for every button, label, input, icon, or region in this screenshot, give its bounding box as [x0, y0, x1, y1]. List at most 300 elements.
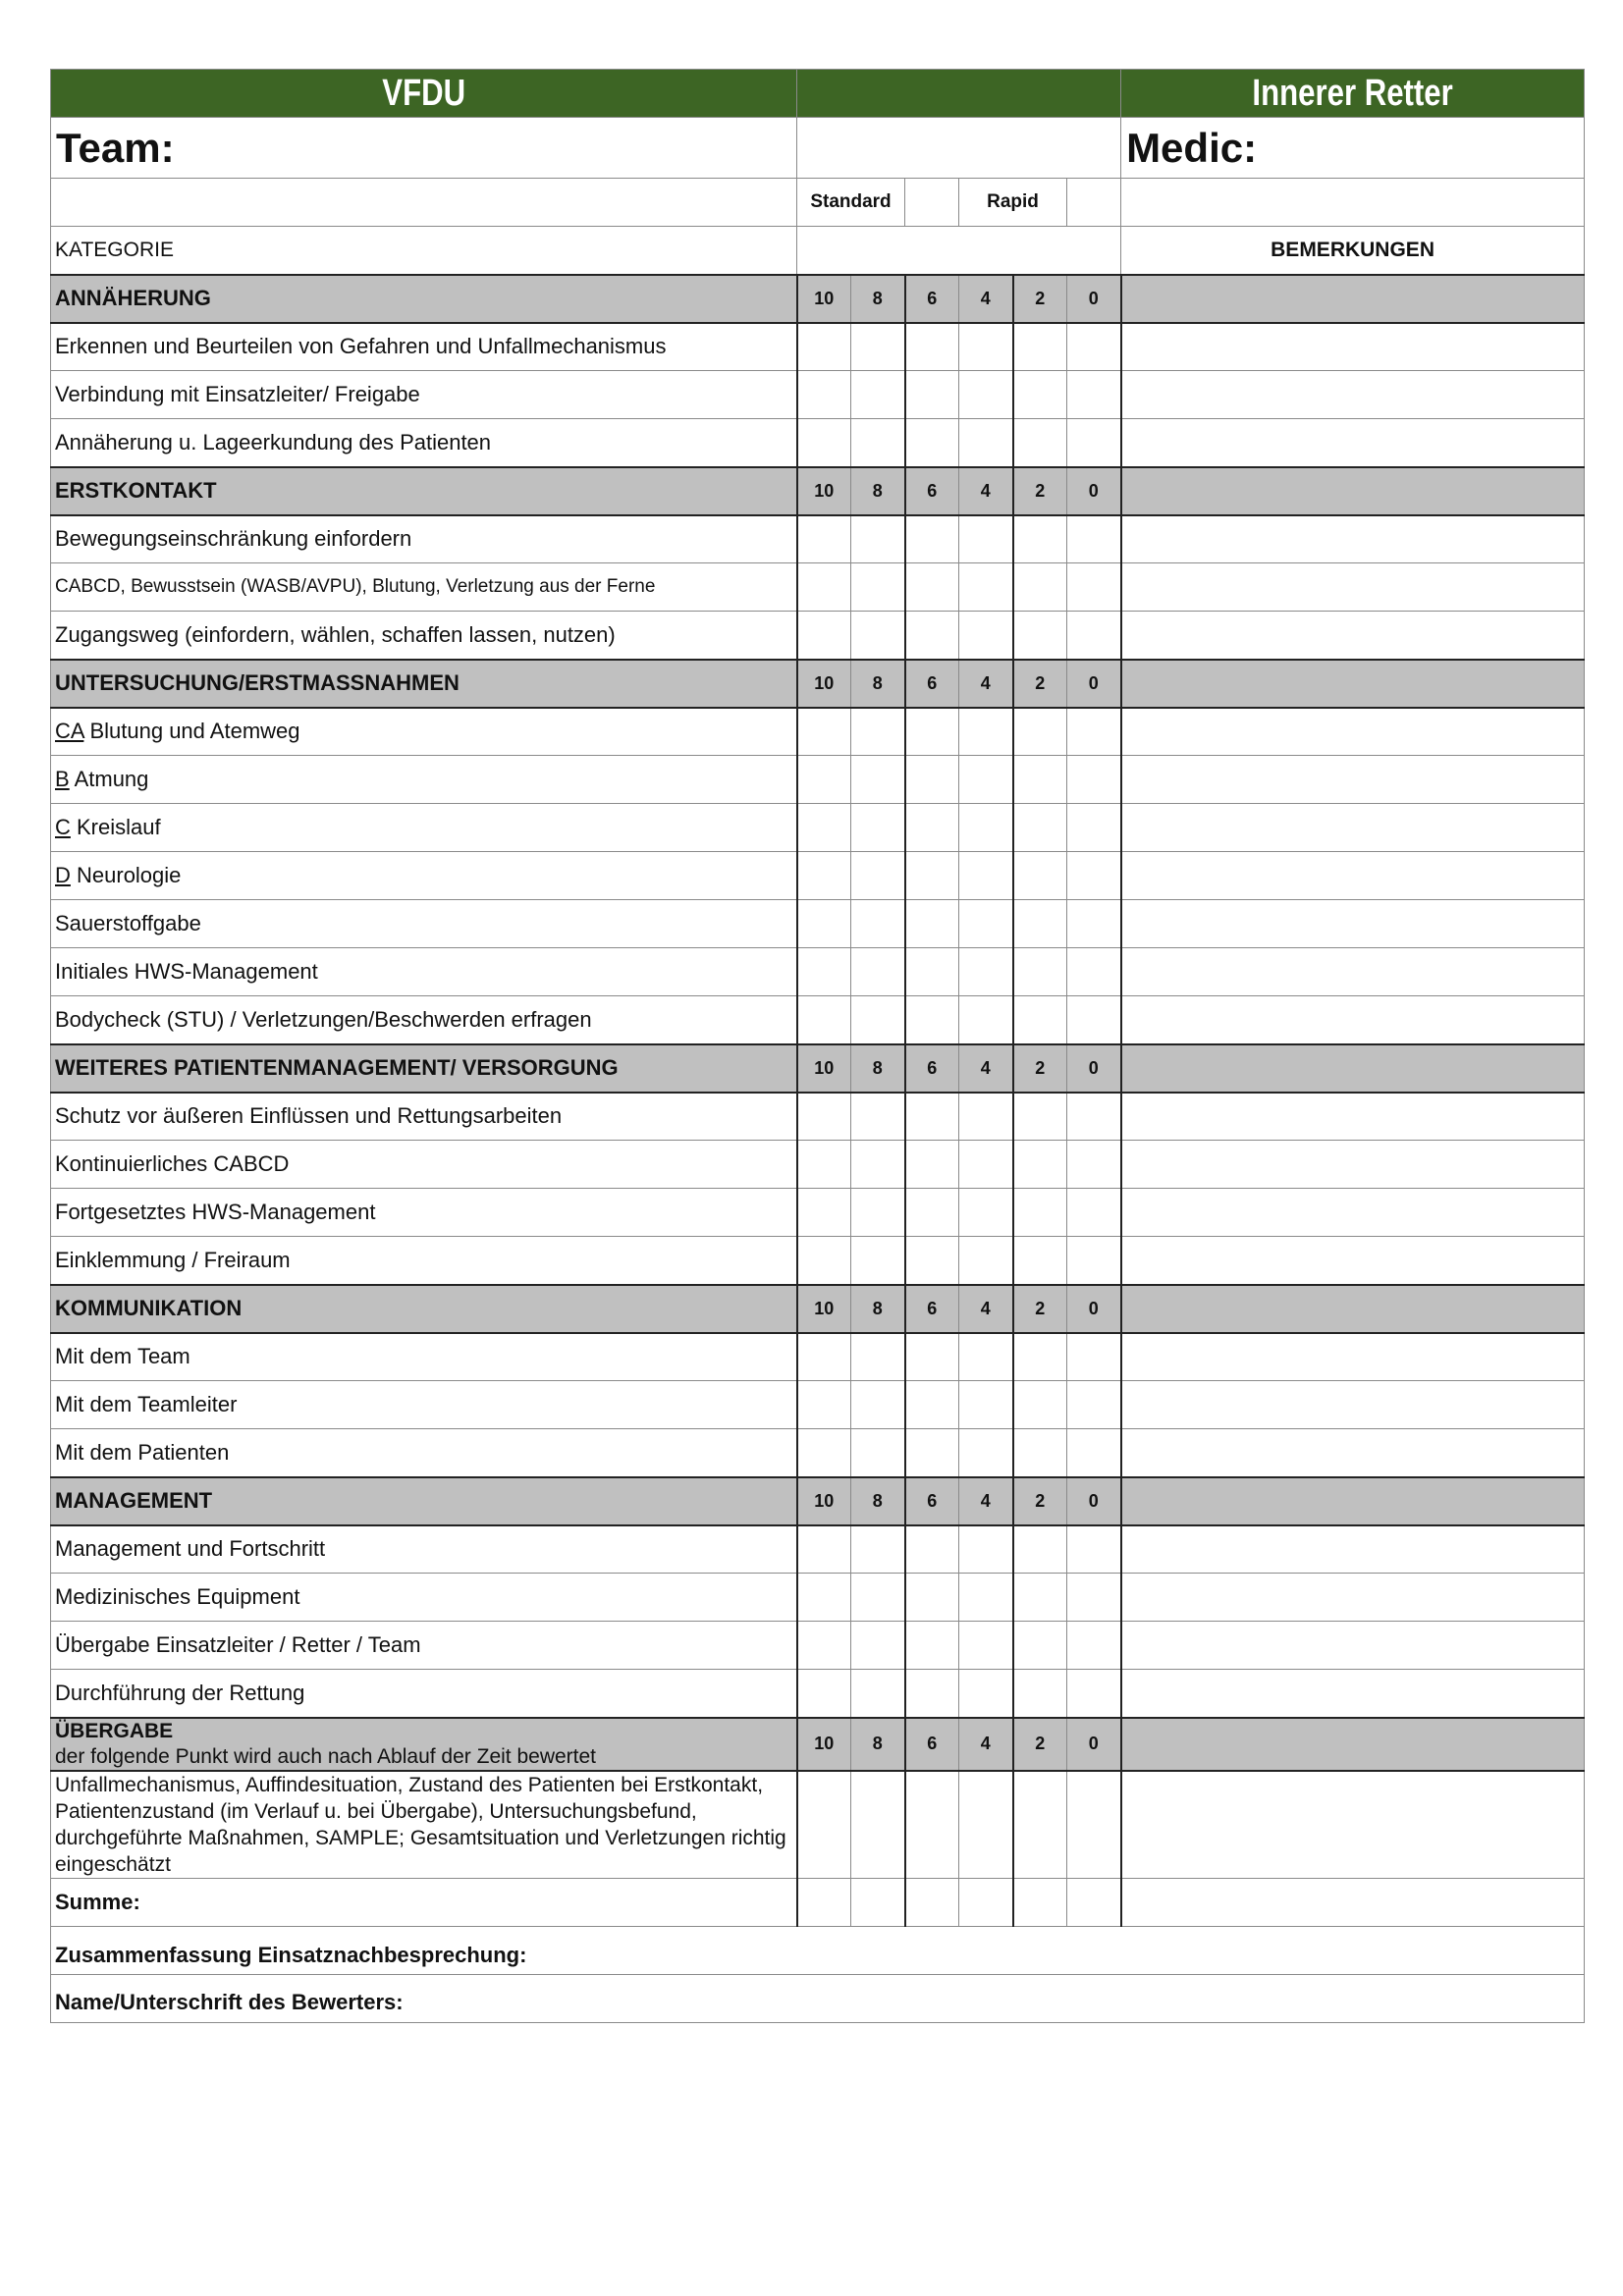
sum-row [51, 1878, 1585, 1926]
criterion-text: Einklemmung / Freiraum [55, 1247, 291, 1272]
score-cell-10[interactable] [797, 1525, 851, 1574]
score-header-2: 2 [1013, 275, 1067, 323]
score-cell-6[interactable] [905, 804, 959, 852]
score-cell-10[interactable] [797, 1093, 851, 1141]
section-title: KOMMUNIKATION [51, 1285, 797, 1333]
score-cell-10[interactable] [797, 563, 851, 612]
criterion-label [51, 1622, 797, 1670]
score-cell-10[interactable] [797, 804, 851, 852]
score-cell-4[interactable] [959, 1574, 1013, 1622]
score-cell-0[interactable] [1067, 1189, 1121, 1237]
score-cell-4[interactable] [959, 948, 1013, 996]
score-cell-8[interactable] [851, 1771, 905, 1879]
score-cell-4[interactable] [959, 1670, 1013, 1718]
score-cell-2[interactable] [1013, 804, 1067, 852]
score-cell-0[interactable] [1067, 948, 1121, 996]
score-cell-8[interactable] [851, 515, 905, 563]
score-cell-10[interactable] [797, 371, 851, 419]
category-score-header [797, 227, 1121, 275]
criterion-row [51, 1670, 1585, 1718]
score-cell-10[interactable] [797, 1429, 851, 1477]
remarks-cell[interactable] [1121, 1525, 1585, 1574]
score-cell-4[interactable] [959, 804, 1013, 852]
score-cell-0[interactable] [1067, 1141, 1121, 1189]
score-cell-8[interactable] [851, 371, 905, 419]
score-cell-0[interactable] [1067, 1093, 1121, 1141]
score-cell-8[interactable] [851, 612, 905, 660]
score-cell-8[interactable] [851, 1878, 905, 1926]
uebergabe-header [51, 1718, 1585, 1771]
score-cell-2[interactable] [1013, 948, 1067, 996]
score-cell-6[interactable] [905, 323, 959, 371]
criterion-label [51, 900, 797, 948]
score-cell-4[interactable] [959, 323, 1013, 371]
score-header-8: 8 [851, 467, 905, 515]
remarks-cell[interactable] [1121, 996, 1585, 1044]
section-remarks [1121, 660, 1585, 708]
score-cell-8[interactable] [851, 323, 905, 371]
criterion-label [51, 756, 797, 804]
remarks-cell[interactable] [1121, 1333, 1585, 1381]
remarks-cell[interactable] [1121, 900, 1585, 948]
remarks-cell[interactable] [1121, 1771, 1585, 1879]
criterion-row [51, 612, 1585, 660]
remarks-cell[interactable] [1121, 419, 1585, 467]
score-cell-10[interactable] [797, 1333, 851, 1381]
mode-row-spacer [51, 179, 797, 227]
score-cell-6[interactable] [905, 852, 959, 900]
score-cell-6[interactable] [905, 1878, 959, 1926]
section-remarks [1121, 1718, 1585, 1771]
score-cell-4[interactable] [959, 756, 1013, 804]
score-cell-0[interactable] [1067, 804, 1121, 852]
score-header-10: 10 [797, 467, 851, 515]
remarks-cell[interactable] [1121, 1574, 1585, 1622]
criterion-text: Bodycheck (STU) / Verletzungen/Beschwerden erfragen [55, 1006, 592, 1032]
criterion-row [51, 900, 1585, 948]
score-cell-8[interactable] [851, 1670, 905, 1718]
score-header-8: 8 [851, 275, 905, 323]
score-cell-2[interactable] [1013, 323, 1067, 371]
score-cell-6[interactable] [905, 515, 959, 563]
criterion-row [51, 1237, 1585, 1285]
score-cell-0[interactable] [1067, 1670, 1121, 1718]
score-cell-6[interactable] [905, 1381, 959, 1429]
score-cell-8[interactable] [851, 1381, 905, 1429]
criterion-row [51, 1429, 1585, 1477]
score-cell-0[interactable] [1067, 1574, 1121, 1622]
score-cell-6[interactable] [905, 1237, 959, 1285]
score-header-8: 8 [851, 1477, 905, 1525]
score-cell-4[interactable] [959, 1381, 1013, 1429]
score-cell-2[interactable] [1013, 996, 1067, 1044]
score-cell-10[interactable] [797, 1622, 851, 1670]
signature-field[interactable] [51, 1974, 1585, 2022]
score-cell-2[interactable] [1013, 1189, 1067, 1237]
score-cell-2[interactable] [1013, 1771, 1067, 1879]
criterion-text: CABCD, Bewusstsein (WASB/AVPU), Blutung, Verletzung aus der Ferne [55, 576, 656, 597]
score-cell-6[interactable] [905, 563, 959, 612]
score-cell-6[interactable] [905, 1333, 959, 1381]
score-cell-2[interactable] [1013, 612, 1067, 660]
score-cell-4[interactable] [959, 1525, 1013, 1574]
score-cell-2[interactable] [1013, 1878, 1067, 1926]
score-cell-6[interactable] [905, 948, 959, 996]
remarks-label: BEMERKUNGEN [1121, 227, 1585, 275]
score-cell-4[interactable] [959, 1333, 1013, 1381]
score-cell-6[interactable] [905, 756, 959, 804]
remarks-cell[interactable] [1121, 804, 1585, 852]
score-cell-0[interactable] [1067, 756, 1121, 804]
score-cell-4[interactable] [959, 852, 1013, 900]
score-header-10: 10 [797, 275, 851, 323]
score-header-6: 6 [905, 1285, 959, 1333]
score-cell-8[interactable] [851, 996, 905, 1044]
section-remarks [1121, 1285, 1585, 1333]
score-cell-6[interactable] [905, 419, 959, 467]
score-cell-10[interactable] [797, 948, 851, 996]
criterion-label [51, 323, 797, 371]
score-cell-4[interactable] [959, 1141, 1013, 1189]
score-cell-8[interactable] [851, 419, 905, 467]
score-cell-8[interactable] [851, 900, 905, 948]
score-cell-8[interactable] [851, 804, 905, 852]
evaluation-sheet [50, 69, 1585, 2023]
score-header-6: 6 [905, 1477, 959, 1525]
score-cell-0[interactable] [1067, 563, 1121, 612]
criterion-label [51, 1670, 797, 1718]
section-title: UNTERSUCHUNG/ERSTMASSNAHMEN [51, 660, 797, 708]
score-cell-4[interactable] [959, 563, 1013, 612]
criterion-row [51, 852, 1585, 900]
criterion-label [51, 419, 797, 467]
score-cell-10[interactable] [797, 996, 851, 1044]
score-cell-4[interactable] [959, 515, 1013, 563]
score-cell-0[interactable] [1067, 1622, 1121, 1670]
section-remarks [1121, 1044, 1585, 1093]
score-cell-8[interactable] [851, 1141, 905, 1189]
section-remarks [1121, 467, 1585, 515]
score-cell-8[interactable] [851, 1237, 905, 1285]
section-header [51, 660, 1585, 708]
score-cell-4[interactable] [959, 708, 1013, 756]
score-cell-10[interactable] [797, 1670, 851, 1718]
score-header-4: 4 [959, 660, 1013, 708]
criterion-row [51, 419, 1585, 467]
remarks-cell[interactable] [1121, 1189, 1585, 1237]
section-title: ERSTKONTAKT [51, 467, 797, 515]
score-header-0: 0 [1067, 1285, 1121, 1333]
criterion-text: Bewegungseinschränkung einfordern [55, 526, 412, 552]
score-cell-2[interactable] [1013, 756, 1067, 804]
score-cell-4[interactable] [959, 1429, 1013, 1477]
score-cell-10[interactable] [797, 515, 851, 563]
score-cell-4[interactable] [959, 612, 1013, 660]
summary-field[interactable] [51, 1926, 1585, 1974]
score-cell-0[interactable] [1067, 1525, 1121, 1574]
score-cell-6[interactable] [905, 1525, 959, 1574]
criterion-label [51, 1525, 797, 1574]
score-cell-10[interactable] [797, 1237, 851, 1285]
team-label: Team: [51, 118, 797, 179]
remarks-cell[interactable] [1121, 612, 1585, 660]
criterion-row [51, 1381, 1585, 1429]
remarks-cell[interactable] [1121, 1429, 1585, 1477]
score-cell-6[interactable] [905, 1141, 959, 1189]
score-cell-6[interactable] [905, 1622, 959, 1670]
criterion-text: Atmung [69, 767, 149, 791]
score-header-6: 6 [905, 1718, 959, 1771]
score-cell-2[interactable] [1013, 371, 1067, 419]
score-cell-10[interactable] [797, 612, 851, 660]
score-cell-10[interactable] [797, 1878, 851, 1926]
score-cell-2[interactable] [1013, 1670, 1067, 1718]
criterion-row [51, 1333, 1585, 1381]
criterion-prefix: B [55, 767, 70, 791]
score-cell-0[interactable] [1067, 1878, 1121, 1926]
score-cell-6[interactable] [905, 1429, 959, 1477]
score-cell-8[interactable] [851, 1622, 905, 1670]
score-cell-0[interactable] [1067, 612, 1121, 660]
score-header-2: 2 [1013, 1285, 1067, 1333]
criterion-text: Kreislauf [70, 815, 161, 839]
score-cell-8[interactable] [851, 1333, 905, 1381]
score-cell-6[interactable] [905, 996, 959, 1044]
uebergabe-title-cell [51, 1718, 797, 1771]
section-remarks [1121, 275, 1585, 323]
score-cell-6[interactable] [905, 708, 959, 756]
remarks-cell[interactable] [1121, 1670, 1585, 1718]
score-cell-4[interactable] [959, 900, 1013, 948]
criterion-text: Schutz vor äußeren Einflüssen und Rettungsarbeiten [55, 1103, 563, 1129]
standard-checkbox[interactable] [905, 179, 959, 227]
criterion-label [51, 515, 797, 563]
score-cell-2[interactable] [1013, 1333, 1067, 1381]
criterion-text: Verbindung mit Einsatzleiter/ Freigabe [55, 382, 420, 406]
summary-row [51, 1926, 1585, 1974]
mode-row [51, 179, 1585, 227]
score-cell-4[interactable] [959, 1622, 1013, 1670]
criterion-row [51, 1574, 1585, 1622]
score-cell-0[interactable] [1067, 708, 1121, 756]
score-cell-8[interactable] [851, 563, 905, 612]
uebergabe-item: Unfallmechanismus, Auffindesituation, Zustand des Patienten bei Erstkontakt, Patientenzustand (im Verlauf u. bei Übergabe), Untersuchungsbefund, durchgeführte Maßnahmen, SAMPLE; Gesamtsituation und Verletzungen richtig eingeschätzt [51, 1771, 797, 1879]
remarks-cell[interactable] [1121, 371, 1585, 419]
remarks-cell[interactable] [1121, 1237, 1585, 1285]
header-right-title: Innerer Retter [1121, 70, 1585, 118]
score-cell-10[interactable] [797, 323, 851, 371]
remarks-cell[interactable] [1121, 948, 1585, 996]
remarks-cell[interactable] [1121, 323, 1585, 371]
score-cell-2[interactable] [1013, 900, 1067, 948]
standard-label: Standard [797, 179, 905, 227]
remarks-cell[interactable] [1121, 1878, 1585, 1926]
team-row [51, 118, 1585, 179]
section-header [51, 467, 1585, 515]
score-cell-10[interactable] [797, 756, 851, 804]
criterion-text: Mit dem Patienten [55, 1439, 230, 1465]
score-cell-0[interactable] [1067, 1429, 1121, 1477]
score-header-6: 6 [905, 467, 959, 515]
score-cell-10[interactable] [797, 852, 851, 900]
remarks-cell[interactable] [1121, 1622, 1585, 1670]
score-cell-6[interactable] [905, 1670, 959, 1718]
score-cell-4[interactable] [959, 1189, 1013, 1237]
score-cell-2[interactable] [1013, 1141, 1067, 1189]
category-label: KATEGORIE [51, 227, 797, 275]
score-cell-10[interactable] [797, 419, 851, 467]
remarks-cell[interactable] [1121, 1141, 1585, 1189]
criterion-row [51, 1525, 1585, 1574]
score-cell-2[interactable] [1013, 1574, 1067, 1622]
score-cell-2[interactable] [1013, 1381, 1067, 1429]
score-cell-6[interactable] [905, 1771, 959, 1879]
score-cell-4[interactable] [959, 371, 1013, 419]
remarks-cell[interactable] [1121, 1093, 1585, 1141]
remarks-cell[interactable] [1121, 852, 1585, 900]
remarks-cell[interactable] [1121, 563, 1585, 612]
score-cell-8[interactable] [851, 1189, 905, 1237]
score-cell-0[interactable] [1067, 1237, 1121, 1285]
criterion-text: Sauerstoffgabe [55, 911, 201, 935]
score-cell-8[interactable] [851, 1429, 905, 1477]
criterion-text: Management und Fortschritt [55, 1536, 326, 1562]
remarks-cell[interactable] [1121, 1381, 1585, 1429]
score-cell-0[interactable] [1067, 1771, 1121, 1879]
score-header-10: 10 [797, 1285, 851, 1333]
signature-row [51, 1974, 1585, 2022]
criterion-prefix: CA [55, 719, 84, 744]
score-header-10: 10 [797, 1477, 851, 1525]
score-header-10: 10 [797, 1718, 851, 1771]
score-header-8: 8 [851, 1718, 905, 1771]
score-cell-10[interactable] [797, 1189, 851, 1237]
criterion-label [51, 1429, 797, 1477]
score-header-2: 2 [1013, 1718, 1067, 1771]
criterion-label [51, 1189, 797, 1237]
score-cell-6[interactable] [905, 371, 959, 419]
score-cell-4[interactable] [959, 996, 1013, 1044]
score-header-4: 4 [959, 1285, 1013, 1333]
score-cell-10[interactable] [797, 1771, 851, 1879]
score-header-6: 6 [905, 660, 959, 708]
criterion-row [51, 996, 1585, 1044]
score-cell-8[interactable] [851, 756, 905, 804]
score-cell-10[interactable] [797, 900, 851, 948]
score-cell-0[interactable] [1067, 419, 1121, 467]
score-cell-8[interactable] [851, 1093, 905, 1141]
score-cell-2[interactable] [1013, 515, 1067, 563]
score-header-8: 8 [851, 1044, 905, 1093]
score-cell-0[interactable] [1067, 371, 1121, 419]
score-cell-2[interactable] [1013, 1237, 1067, 1285]
score-header-0: 0 [1067, 660, 1121, 708]
score-cell-4[interactable] [959, 1237, 1013, 1285]
rapid-checkbox[interactable] [1067, 179, 1121, 227]
score-cell-4[interactable] [959, 419, 1013, 467]
medic-input[interactable] [1121, 179, 1585, 227]
score-cell-10[interactable] [797, 1574, 851, 1622]
score-cell-2[interactable] [1013, 1525, 1067, 1574]
score-header-0: 0 [1067, 467, 1121, 515]
team-input[interactable] [797, 118, 1121, 179]
score-cell-2[interactable] [1013, 1622, 1067, 1670]
score-header-8: 8 [851, 1285, 905, 1333]
signature-label: Name/Unterschrift des Bewerters: [55, 1989, 404, 2014]
section-title: MANAGEMENT [51, 1477, 797, 1525]
score-cell-0[interactable] [1067, 852, 1121, 900]
remarks-cell[interactable] [1121, 756, 1585, 804]
section-header [51, 1285, 1585, 1333]
score-cell-8[interactable] [851, 852, 905, 900]
score-cell-4[interactable] [959, 1093, 1013, 1141]
section-header [51, 1044, 1585, 1093]
score-cell-0[interactable] [1067, 900, 1121, 948]
score-cell-6[interactable] [905, 1093, 959, 1141]
score-header-0: 0 [1067, 275, 1121, 323]
criterion-text: Fortgesetztes HWS-Management [55, 1200, 376, 1224]
remarks-cell[interactable] [1121, 515, 1585, 563]
criterion-label [51, 852, 797, 900]
uebergabe-row [51, 1771, 1585, 1879]
score-cell-8[interactable] [851, 948, 905, 996]
score-cell-2[interactable] [1013, 708, 1067, 756]
score-header-10: 10 [797, 1044, 851, 1093]
remarks-cell[interactable] [1121, 708, 1585, 756]
score-cell-6[interactable] [905, 612, 959, 660]
score-cell-4[interactable] [959, 1878, 1013, 1926]
score-cell-8[interactable] [851, 708, 905, 756]
score-cell-6[interactable] [905, 900, 959, 948]
score-cell-6[interactable] [905, 1189, 959, 1237]
score-cell-2[interactable] [1013, 1093, 1067, 1141]
criterion-text: Medizinisches Equipment [55, 1584, 300, 1609]
score-cell-4[interactable] [959, 1771, 1013, 1879]
score-cell-2[interactable] [1013, 1429, 1067, 1477]
score-cell-6[interactable] [905, 1574, 959, 1622]
score-cell-0[interactable] [1067, 1333, 1121, 1381]
section-remarks [1121, 1477, 1585, 1525]
score-cell-10[interactable] [797, 708, 851, 756]
score-cell-10[interactable] [797, 1141, 851, 1189]
score-cell-2[interactable] [1013, 419, 1067, 467]
score-cell-0[interactable] [1067, 996, 1121, 1044]
uebergabe-title: ÜBERGABE [55, 1719, 174, 1742]
score-header-0: 0 [1067, 1718, 1121, 1771]
criterion-label [51, 1574, 797, 1622]
criterion-row [51, 1189, 1585, 1237]
score-cell-0[interactable] [1067, 323, 1121, 371]
score-cell-10[interactable] [797, 1381, 851, 1429]
criterion-row [51, 708, 1585, 756]
score-cell-0[interactable] [1067, 1381, 1121, 1429]
score-cell-8[interactable] [851, 1525, 905, 1574]
score-header-4: 4 [959, 1718, 1013, 1771]
score-cell-8[interactable] [851, 1574, 905, 1622]
score-header-4: 4 [959, 1044, 1013, 1093]
score-cell-0[interactable] [1067, 515, 1121, 563]
criterion-row [51, 515, 1585, 563]
criterion-row [51, 323, 1585, 371]
score-header-4: 4 [959, 275, 1013, 323]
criterion-text: Initiales HWS-Management [55, 959, 318, 984]
criterion-text: Blutung und Atemweg [83, 719, 300, 744]
score-cell-2[interactable] [1013, 852, 1067, 900]
score-cell-2[interactable] [1013, 563, 1067, 612]
criterion-text: Annäherung u. Lageerkundung des Patienten [55, 429, 492, 454]
header-middle-banner [797, 70, 1121, 118]
criterion-text: Mit dem Teamleiter [55, 1392, 238, 1416]
